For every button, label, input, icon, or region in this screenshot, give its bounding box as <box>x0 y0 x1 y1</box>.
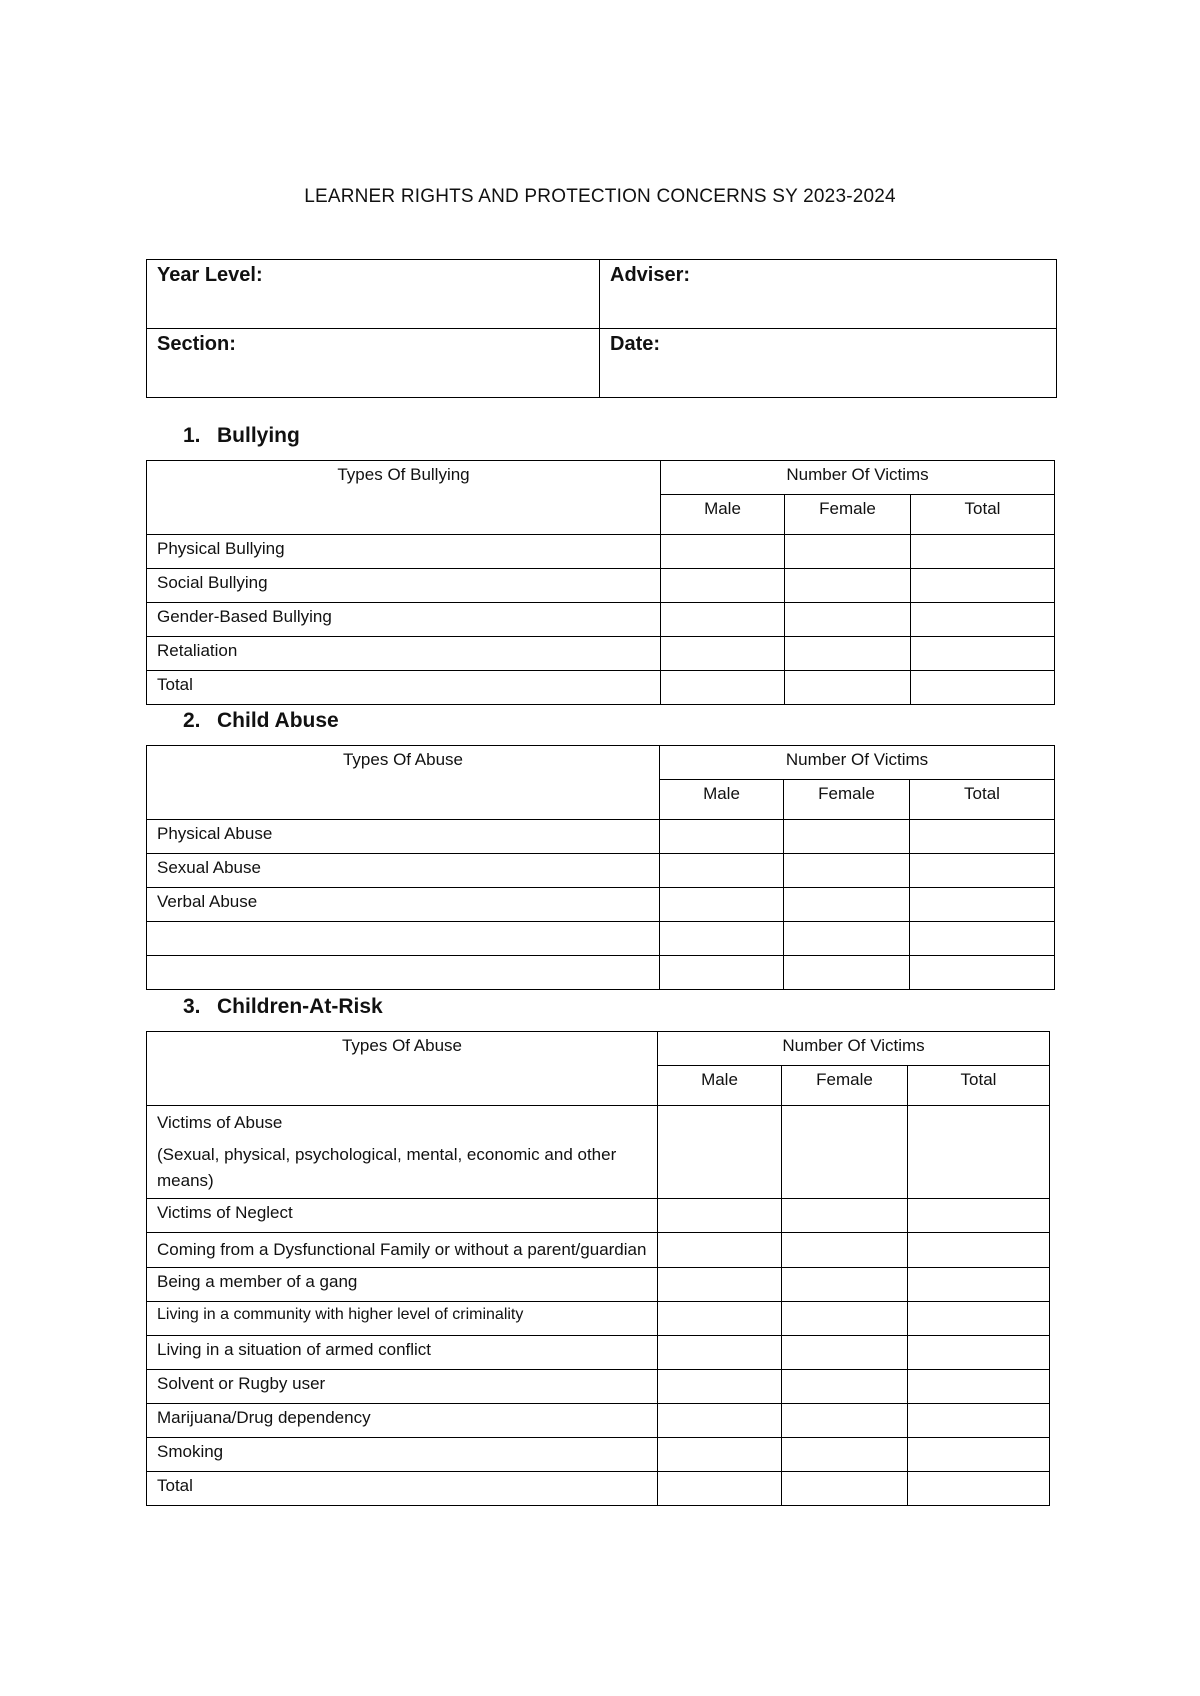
row-label-text: Victims of Abuse <box>157 1113 283 1132</box>
table-row <box>147 888 1055 922</box>
total-cell[interactable] <box>908 1106 1050 1199</box>
section-field[interactable]: Section: <box>147 329 600 398</box>
total-cell[interactable] <box>911 535 1055 569</box>
table-row <box>147 535 1055 569</box>
table-row <box>147 1472 1050 1506</box>
total-cell[interactable] <box>911 671 1055 705</box>
table-row <box>147 956 1055 990</box>
female-cell[interactable] <box>785 637 911 671</box>
male-cell[interactable] <box>658 1472 782 1506</box>
total-cell[interactable] <box>908 1336 1050 1370</box>
table-row <box>147 637 1055 671</box>
female-cell[interactable] <box>784 854 910 888</box>
male-cell[interactable] <box>658 1268 782 1302</box>
row-label: Marijuana/Drug dependency <box>147 1404 658 1438</box>
row-label: Living in a situation of armed conflict <box>147 1336 658 1370</box>
row-label: Physical Abuse <box>147 820 660 854</box>
section-number: 2. <box>183 709 201 732</box>
total-cell[interactable] <box>908 1472 1050 1506</box>
row-label-note: (Sexual, physical, psychological, mental, economic and other means) <box>157 1145 617 1190</box>
male-cell[interactable] <box>661 671 785 705</box>
male-cell[interactable] <box>658 1438 782 1472</box>
female-cell[interactable] <box>782 1302 908 1336</box>
total-cell[interactable] <box>910 854 1055 888</box>
total-cell[interactable] <box>911 569 1055 603</box>
table-row <box>147 603 1055 637</box>
row-label: Sexual Abuse <box>147 854 660 888</box>
total-cell[interactable] <box>910 820 1055 854</box>
table-row <box>147 820 1055 854</box>
table-row <box>147 854 1055 888</box>
type-column-header: Types Of Bullying <box>147 461 661 535</box>
table-row <box>147 1404 1050 1438</box>
row-label: Retaliation <box>147 637 661 671</box>
victims-group-header: Number Of Victims <box>661 461 1055 495</box>
female-column-header: Female <box>784 780 910 820</box>
table-row <box>147 1302 1050 1336</box>
total-cell[interactable] <box>910 922 1055 956</box>
male-cell[interactable] <box>658 1106 782 1199</box>
female-cell[interactable] <box>782 1370 908 1404</box>
row-label: Social Bullying <box>147 569 661 603</box>
female-cell[interactable] <box>784 922 910 956</box>
date-field[interactable]: Date: <box>600 329 1057 398</box>
total-cell[interactable] <box>910 956 1055 990</box>
year-level-field[interactable]: Year Level: <box>147 260 600 329</box>
child-abuse-table <box>146 745 1055 990</box>
female-cell[interactable] <box>782 1336 908 1370</box>
total-column-header: Total <box>911 495 1055 535</box>
total-cell[interactable] <box>908 1438 1050 1472</box>
row-label: Living in a community with higher level of criminality <box>147 1302 658 1336</box>
male-cell[interactable] <box>661 603 785 637</box>
female-column-header: Female <box>782 1066 908 1106</box>
male-cell[interactable] <box>661 637 785 671</box>
female-cell[interactable] <box>785 535 911 569</box>
row-label: Coming from a Dysfunctional Family or without a parent/guardian <box>147 1233 658 1268</box>
row-label: Smoking <box>147 1438 658 1472</box>
victims-group-header: Number Of Victims <box>658 1032 1050 1066</box>
section-heading-children-at-risk <box>183 995 383 1019</box>
total-cell[interactable] <box>908 1199 1050 1233</box>
row-label: Total <box>147 671 661 705</box>
male-cell[interactable] <box>661 535 785 569</box>
table-row <box>147 671 1055 705</box>
male-cell[interactable] <box>661 569 785 603</box>
table-row <box>147 1199 1050 1233</box>
row-label: Solvent or Rugby user <box>147 1370 658 1404</box>
total-cell[interactable] <box>908 1268 1050 1302</box>
male-cell[interactable] <box>660 956 784 990</box>
male-cell[interactable] <box>660 922 784 956</box>
female-cell[interactable] <box>782 1268 908 1302</box>
row-label <box>147 1106 658 1199</box>
table-row <box>147 1370 1050 1404</box>
total-cell[interactable] <box>908 1404 1050 1438</box>
male-cell[interactable] <box>658 1404 782 1438</box>
row-label: Total <box>147 1472 658 1506</box>
document-title: LEARNER RIGHTS AND PROTECTION CONCERNS SY 2023-2024 <box>304 186 896 207</box>
male-cell[interactable] <box>658 1336 782 1370</box>
victims-group-header: Number Of Victims <box>660 746 1055 780</box>
total-cell[interactable] <box>908 1370 1050 1404</box>
section-title: Child Abuse <box>217 709 339 732</box>
female-cell[interactable] <box>782 1472 908 1506</box>
total-cell[interactable] <box>911 637 1055 671</box>
total-cell[interactable] <box>910 888 1055 922</box>
male-cell[interactable] <box>660 854 784 888</box>
female-cell[interactable] <box>782 1199 908 1233</box>
children-at-risk-table <box>146 1031 1050 1506</box>
bullying-table <box>146 460 1055 705</box>
type-column-header: Types Of Abuse <box>147 1032 658 1106</box>
male-cell[interactable] <box>660 888 784 922</box>
male-cell[interactable] <box>660 820 784 854</box>
female-cell[interactable] <box>782 1438 908 1472</box>
female-cell[interactable] <box>782 1233 908 1268</box>
row-label: Physical Bullying <box>147 535 661 569</box>
female-column-header: Female <box>785 495 911 535</box>
row-label: Victims of Neglect <box>147 1199 658 1233</box>
female-cell[interactable] <box>784 820 910 854</box>
female-cell[interactable] <box>784 888 910 922</box>
row-label: Verbal Abuse <box>147 888 660 922</box>
female-cell[interactable] <box>782 1106 908 1199</box>
total-column-header: Total <box>910 780 1055 820</box>
row-label: Gender-Based Bullying <box>147 603 661 637</box>
info-table <box>146 259 1057 398</box>
type-column-header: Types Of Abuse <box>147 746 660 820</box>
table-row <box>147 569 1055 603</box>
male-cell[interactable] <box>658 1370 782 1404</box>
female-cell[interactable] <box>785 671 911 705</box>
section-number: 3. <box>183 995 201 1018</box>
total-column-header: Total <box>908 1066 1050 1106</box>
male-cell[interactable] <box>658 1199 782 1233</box>
total-cell[interactable] <box>911 603 1055 637</box>
section-heading-bullying <box>183 424 300 448</box>
row-label[interactable] <box>147 956 660 990</box>
table-row <box>147 1438 1050 1472</box>
female-cell[interactable] <box>782 1404 908 1438</box>
row-label[interactable] <box>147 922 660 956</box>
section-title: Children-At-Risk <box>217 995 383 1018</box>
adviser-field[interactable]: Adviser: <box>600 260 1057 329</box>
male-column-header: Male <box>660 780 784 820</box>
male-column-header: Male <box>661 495 785 535</box>
section-heading-child-abuse <box>183 709 339 733</box>
table-row <box>147 1336 1050 1370</box>
table-row <box>147 1268 1050 1302</box>
male-cell[interactable] <box>658 1233 782 1268</box>
section-title: Bullying <box>217 424 300 447</box>
male-column-header: Male <box>658 1066 782 1106</box>
female-cell[interactable] <box>785 603 911 637</box>
total-cell[interactable] <box>908 1233 1050 1268</box>
total-cell[interactable] <box>908 1302 1050 1336</box>
section-number: 1. <box>183 424 201 447</box>
female-cell[interactable] <box>785 569 911 603</box>
table-row <box>147 1233 1050 1268</box>
female-cell[interactable] <box>784 956 910 990</box>
male-cell[interactable] <box>658 1302 782 1336</box>
table-row <box>147 922 1055 956</box>
row-label: Being a member of a gang <box>147 1268 658 1302</box>
table-row <box>147 1106 1050 1199</box>
